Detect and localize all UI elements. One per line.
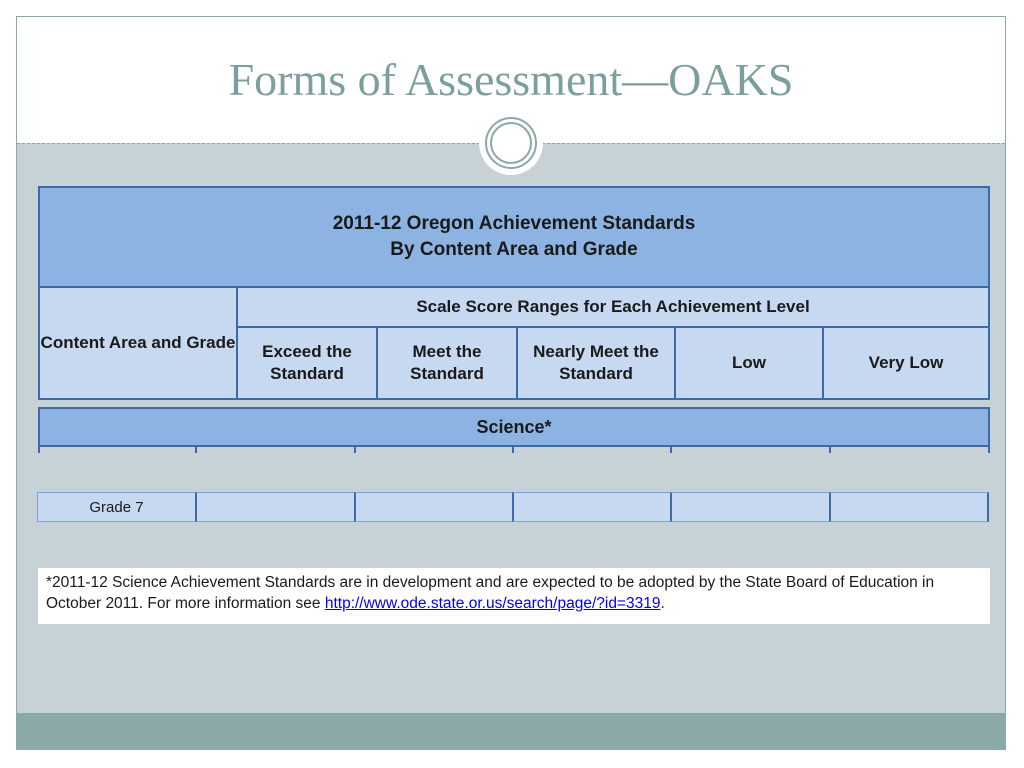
footnote-trailing: . bbox=[660, 595, 665, 612]
footnote-text: *2011-12 Science Achievement Standards are in development and are expected to be adopted by the State Board of Education in October 2011. For more information see bbox=[46, 574, 935, 612]
level-very-low-header: Very Low bbox=[822, 326, 990, 400]
table-title-cell bbox=[38, 186, 990, 288]
footnote bbox=[38, 568, 990, 624]
score-cell-exceed bbox=[195, 492, 354, 522]
column-stub bbox=[38, 447, 40, 453]
column-stub bbox=[195, 447, 197, 453]
column-stub bbox=[512, 447, 514, 453]
grade-cell: Grade 7 bbox=[37, 492, 195, 522]
footer-bar bbox=[17, 713, 1005, 749]
table-title-line2: By Content Area and Grade bbox=[390, 239, 638, 260]
level-low-header: Low bbox=[674, 326, 824, 400]
circle-ornament-icon bbox=[479, 111, 543, 175]
table-header-row bbox=[38, 286, 990, 400]
science-section-row: Science* bbox=[38, 407, 990, 447]
column-stub bbox=[670, 447, 672, 453]
score-cell-meet bbox=[354, 492, 512, 522]
content-area-header: Content Area and Grade bbox=[38, 286, 238, 400]
slide-title: Forms of Assessment—OAKS bbox=[228, 54, 794, 105]
level-nearly-meet-header: Nearly Meet the Standard bbox=[516, 326, 676, 400]
column-stub bbox=[354, 447, 356, 453]
level-exceed-header: Exceed the Standard bbox=[236, 326, 378, 400]
score-cell-very-low bbox=[829, 492, 989, 522]
column-stub bbox=[988, 447, 990, 453]
ode-link[interactable]: http://www.ode.state.or.us/search/page/?id=3319 bbox=[324, 595, 661, 612]
column-stub bbox=[829, 447, 831, 453]
table-title-line1: 2011-12 Oregon Achievement Standards bbox=[332, 213, 696, 234]
scale-score-header: Scale Score Ranges for Each Achievement Level bbox=[236, 286, 990, 328]
level-meet-header: Meet the Standard bbox=[376, 326, 518, 400]
score-cell-nearly-meet bbox=[512, 492, 670, 522]
table-row bbox=[37, 492, 989, 522]
score-cell-low bbox=[670, 492, 829, 522]
